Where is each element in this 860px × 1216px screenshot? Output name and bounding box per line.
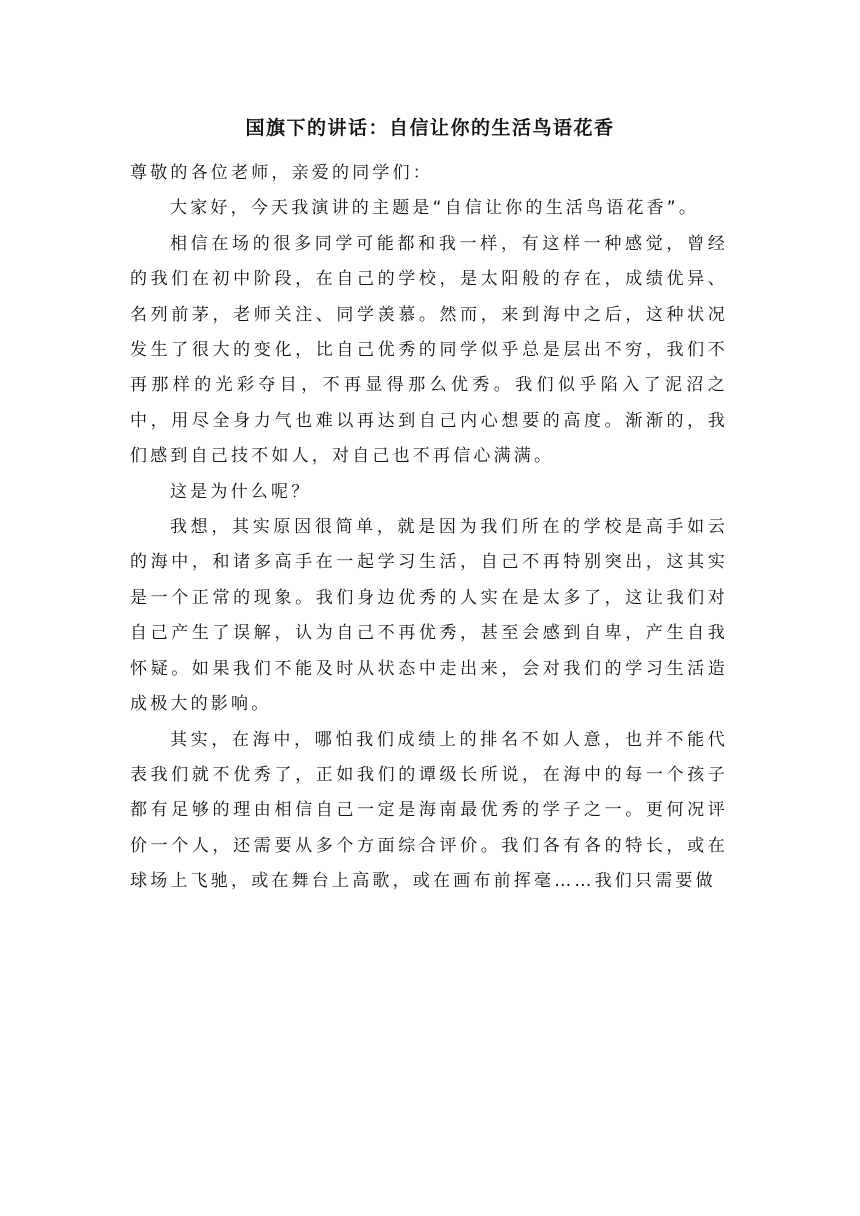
- salutation: 尊敬的各位老师，亲爱的同学们：: [130, 163, 433, 183]
- document-title: 国旗下的讲话：自信让你的生活鸟语花香: [245, 117, 615, 139]
- paragraph: 我想，其实原因很简单，就是因为我们所在的学校是高手如云的海中，和诸多高手在一起学习生活，自己不再特别突出，这其实是一个正常的现象。我们身边优秀的人实在是太多了，这让我们对自己产生了误解，认为自己不再优秀，甚至会感到自卑，产生自我怀疑。如果我们不能及时从状态中走出来，会对我们的学习生活造成极大的影响。: [130, 517, 728, 715]
- paragraph: 大家好，今天我演讲的主题是“自信让你的生活鸟语花香”。: [170, 198, 700, 219]
- document-body: [130, 156, 728, 900]
- paragraph: 这是为什么呢？: [170, 481, 312, 502]
- paragraph: 其实，在海中，哪怕我们成绩上的排名不如人意，也并不能代表我们就不优秀了，正如我们的谭级长所说，在海中的每一个孩子都有足够的理由相信自己一定是海南最优秀的学子之一。更何况评价一个人，还需要从多个方面综合评价。我们各有各的特长，或在球场上飞驰，或在舞台上高歌，或在画布前挥毫……我们只需要做: [130, 729, 728, 892]
- paragraph: 相信在场的很多同学可能都和我一样，有这样一种感觉，曾经的我们在初中阶段，在自己的学校，是太阳般的存在，成绩优异、名列前茅，老师关注、同学羡慕。然而，来到海中之后，这种状况发生了很大的变化，比自己优秀的同学似乎总是层出不穷，我们不再那样的光彩夺目，不再显得那么优秀。我们似乎陷入了泥沼之中，用尽全身力气也难以再达到自己内心想要的高度。渐渐的，我们感到自己技不如人，对自己也不再信心满满。: [130, 233, 728, 467]
